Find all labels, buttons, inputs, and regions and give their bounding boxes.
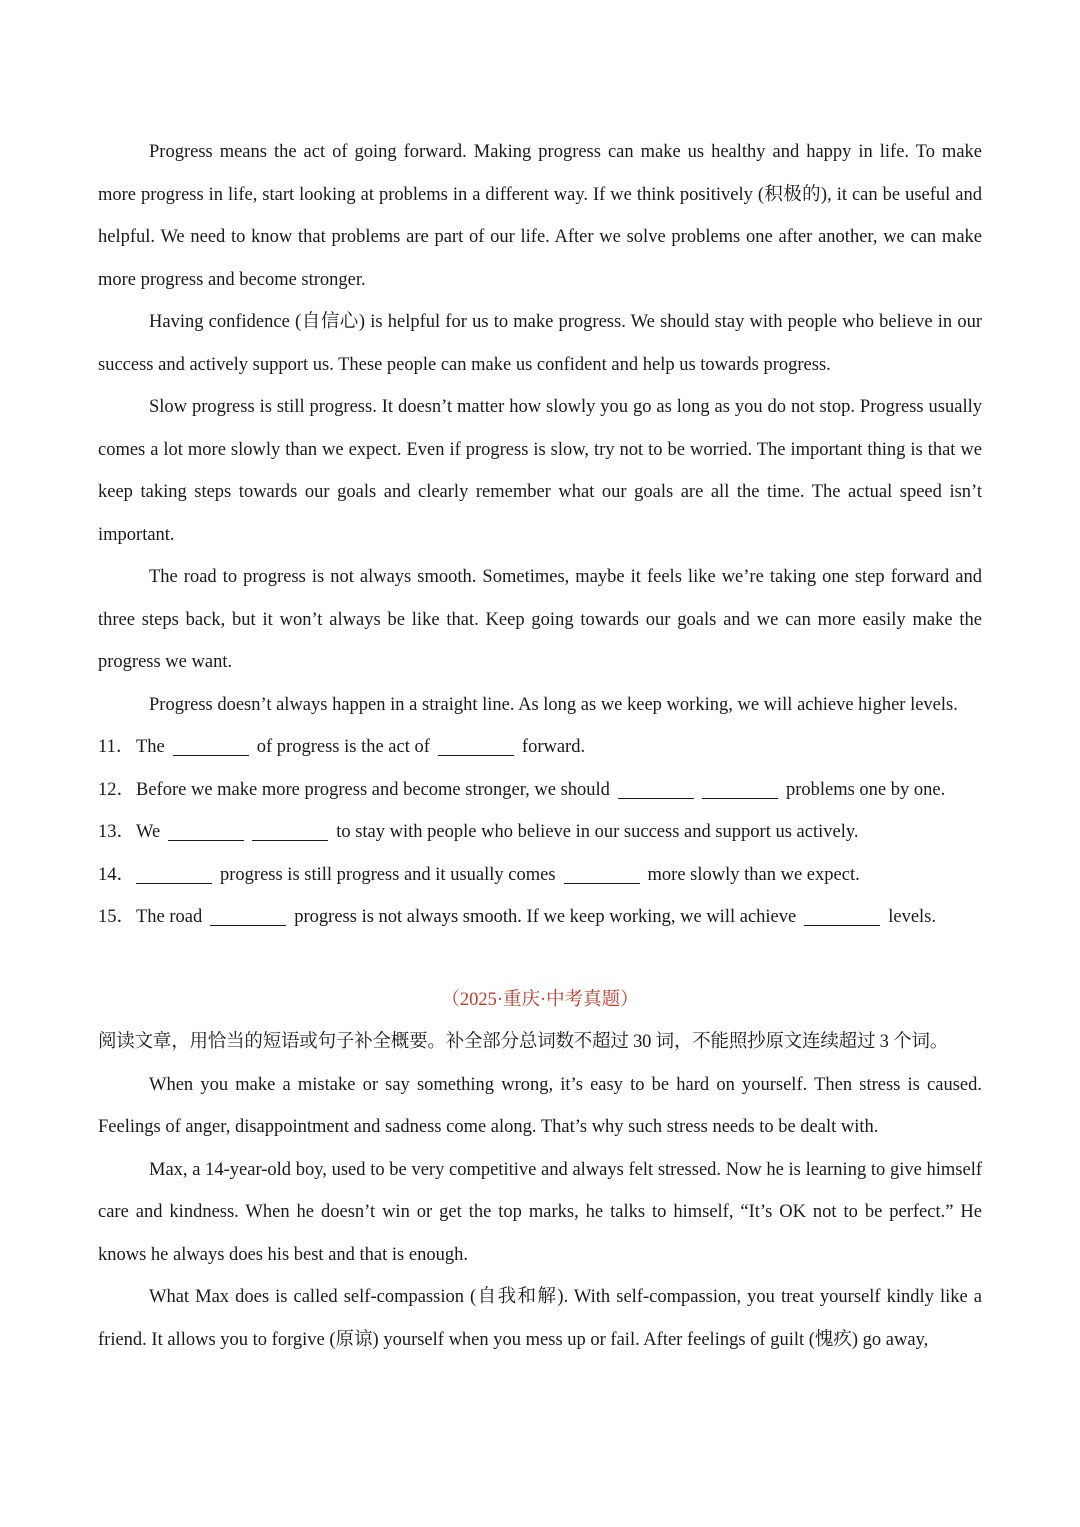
question-11 xyxy=(98,726,982,769)
instruction-text: 阅读文章，用恰当的短语或句子补全概要。补全部分总词数不超过 30 词，不能照抄原文连续超过 3 个词。 xyxy=(98,1032,949,1052)
passage-paragraph: Slow progress is still progress. It doesn’t matter how slowly you go as long as you do not stop. Progress usually comes a lot more slowly than we expect. Even if progress is slow, try not to be worried. The important thing is that we keep taking steps towards our goals and clearly remember what our goals are all the time. The actual speed isn’t important. xyxy=(98,397,982,545)
answer-blank[interactable] xyxy=(618,778,694,799)
passage-paragraph: Max, a 14-year-old boy, used to be very competitive and always felt stressed. Now he is learning to give himself care and kindness. When he doesn’t win or get the top marks, he talks to himself, “It’s OK not to be perfect.” He knows he always does his best and that is enough. xyxy=(98,1159,982,1265)
answer-blank[interactable] xyxy=(804,905,880,926)
question-15 xyxy=(98,896,982,939)
answer-blank[interactable] xyxy=(702,778,778,799)
question-text: more slowly than we expect. xyxy=(647,864,860,885)
answer-blank[interactable] xyxy=(252,820,328,841)
question-12 xyxy=(98,769,982,812)
question-text: Before we make more progress and become stronger, we should xyxy=(136,779,610,800)
answer-blank[interactable] xyxy=(438,735,514,756)
answer-blank[interactable] xyxy=(168,820,244,841)
question-text: progress is still progress and it usually comes xyxy=(220,864,556,885)
question-text: levels. xyxy=(888,907,936,927)
answer-blank[interactable] xyxy=(173,735,249,756)
passage-paragraph: Progress means the act of going forward. Making progress can make us healthy and happy in life. To make more progress in life, start looking at problems in a different way. If we think positively (积极的), it can be useful and helpful. We need to know that problems are part of our life. After we solve problems one after another, we can make more progress and become stronger. xyxy=(98,142,982,290)
question-text: forward. xyxy=(521,737,586,757)
exam-source-label: （2025·重庆·中考真题） xyxy=(441,989,639,1010)
question-text: problems one by one. xyxy=(785,779,946,800)
document-page xyxy=(98,131,982,1361)
answer-blank[interactable] xyxy=(136,863,212,884)
answer-blank[interactable] xyxy=(564,863,640,884)
question-number: 12． xyxy=(98,779,136,800)
question-text: progress is not always smooth. If we keep working, we will achieve xyxy=(294,907,797,927)
question-number: 14． xyxy=(98,864,136,885)
passage-paragraph: What Max does is called self-compassion (自我和解). With self-compassion, you treat yourself kindly like a friend. It allows you to forgive (原谅) yourself when you mess up or fail. After feelings of guilt (愧疚) go away, xyxy=(98,1287,982,1350)
question-number: 13． xyxy=(98,822,136,842)
question-text: We xyxy=(136,822,161,842)
passage-paragraph: The road to progress is not always smooth. Sometimes, maybe it feels like we’re taking one step forward and three steps back, but it won’t always be like that. Keep going towards our goals and we can more easily make the progress we want. xyxy=(98,567,982,672)
question-14 xyxy=(98,854,982,897)
passage-paragraph: When you make a mistake or say something wrong, it’s easy to be hard on yourself. Then stress is caused. Feelings of anger, disappointment and sadness come along. That’s why such stress needs to be dealt with. xyxy=(98,1074,982,1137)
question-text: The road xyxy=(136,907,203,927)
passage-paragraph: Progress doesn’t always happen in a straight line. As long as we keep working, we will achieve higher levels. xyxy=(149,694,958,715)
question-13 xyxy=(98,811,982,854)
answer-blank[interactable] xyxy=(210,905,286,926)
passage-paragraph: Having confidence (自信心) is helpful for us to make progress. We should stay with people who believe in our success and actively support us. These people can make us confident and help us towards progress. xyxy=(98,312,982,375)
question-number: 15． xyxy=(98,907,136,927)
question-text: The xyxy=(136,737,165,757)
question-text: to stay with people who believe in our success and support us actively. xyxy=(336,822,859,842)
question-text: of progress is the act of xyxy=(256,737,430,757)
question-number: 11． xyxy=(98,737,135,757)
